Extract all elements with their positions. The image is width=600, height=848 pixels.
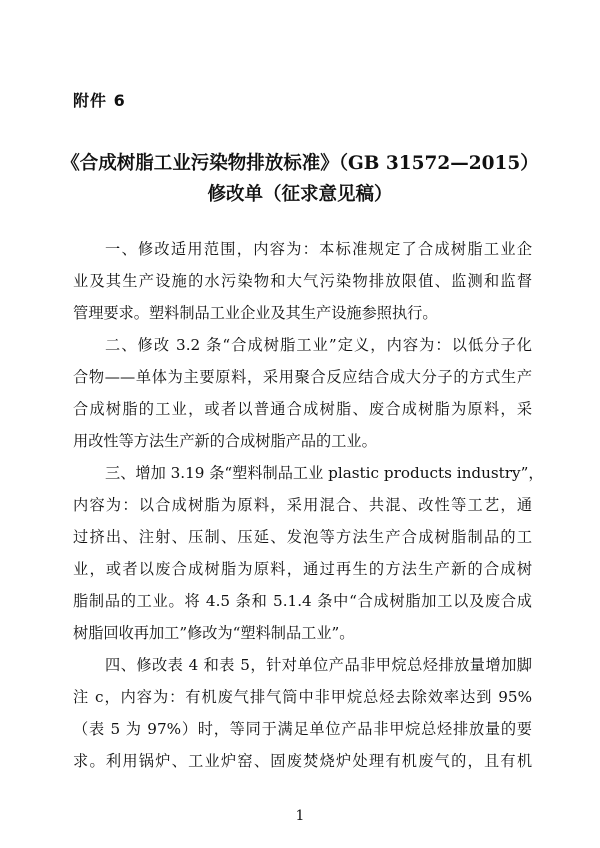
paragraph-2-line-2: 合物——单体为主要原料，采用聚合反应结合成大分子的方式生产 [73,368,532,386]
paragraph-2-line-1: 二、修改 3.2 条“合成树脂工业”定义，内容为：以低分子化 [105,336,532,354]
paragraph-3-line-2: 内容为：以合成树脂为原料，采用混合、共混、改性等工艺，通 [73,496,532,514]
attachment-label: 附件 6 [73,91,126,110]
paragraph-4-line-2: 注 c，内容为：有机废气排气筒中非甲烷总烃去除效率达到 95% [73,688,532,706]
paragraph-4-line-4: 求。利用锅炉、工业炉窑、固废焚烧炉处理有机废气的，且有机 [73,752,532,770]
paragraph-1-line-3: 管理要求。塑料制品工业企业及其生产设施参照执行。 [73,304,438,322]
paragraph-2-line-3: 合成树脂的工业，或者以普通合成树脂、废合成树脂为原料，采 [73,400,532,418]
paragraph-4-line-3: （表 5 为 97%）时，等同于满足单位产品非甲烷总烃排放量的要 [73,720,532,738]
document-title-line-2: 修改单（征求意见稿） [207,184,393,205]
paragraph-3-line-3: 过挤出、注射、压制、压延、发泡等方法生产合成树脂制品的工 [73,528,532,546]
paragraph-4-line-1: 四、修改表 4 和表 5，针对单位产品非甲烷总烃排放量增加脚 [105,656,532,674]
paragraph-3-line-1: 三、增加 3.19 条“塑料制品工业 plastic products industry”， [105,464,544,482]
paragraph-1-line-2: 业及其生产设施的水污染物和大气污染物排放限值、监测和监督 [73,272,532,290]
paragraph-3-line-4: 业，或者以废合成树脂为原料，通过再生的方法生产新的合成树 [73,560,532,578]
document-title-line-1: 《合成树脂工业污染物排放标准》（GB 31572—2015） [61,153,539,174]
paragraph-1-line-1: 一、修改适用范围，内容为：本标准规定了合成树脂工业企 [105,240,532,258]
paragraph-3-line-6: 树脂回收再加工”修改为“塑料制品工业”。 [73,624,355,642]
paragraph-3-line-5: 脂制品的工业。将 4.5 条和 5.1.4 条中“合成树脂加工以及废合成 [73,592,532,610]
paragraph-2-line-4: 用改性等方法生产新的合成树脂产品的工业。 [73,432,377,450]
page-number: 1 [295,808,305,824]
